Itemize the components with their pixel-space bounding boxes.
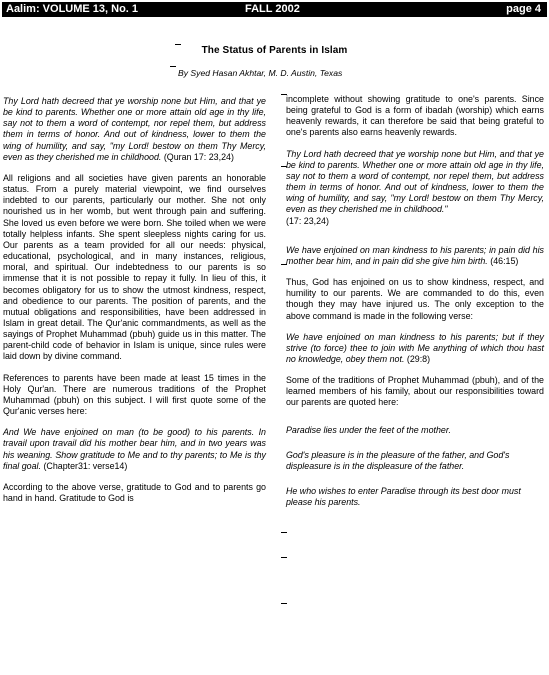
paragraph-intro: All religions and all societies have given parents an honorable status. From a purely material viewpoint, we find ourselves indebted to our parents, particularly our mother. She not only nourished us in her womb, but went through pain and suffering. She loved us even before we were born. She toiled when we were totally helpless infants. She spent sleepless nights caring for us. Our parents as a team provided for all our needs: physical, educational, psychological, and in many instances, religious, moral, and spiritual. Our indebtedness to our parents is so immense that it is not possible to repay it fully. In lieu of this, it becomes obligatory for us to show the utmost kindness, respect, and obedience to our parents. The position of parents, and the mutual obligations and responsibilities, have been addressed in Islam in great detail. The Qur'anic commandments, as well as the sayings of Prophet Muhammad (pbuh) guide us in this matter. The parent-child code of behavior in Islam is unique, since rules were laid down by divine command. bbox=[3, 172, 266, 362]
paragraph-gratitude: According to the above verse, gratitude to God and to parents go hand in hand. Gratitude to God is bbox=[3, 481, 266, 503]
issue-season: FALL 2002 bbox=[245, 3, 300, 15]
left-column bbox=[3, 96, 266, 514]
column-rule bbox=[281, 603, 287, 604]
quote-citation: (Chapter31: verse14) bbox=[41, 460, 128, 471]
column-rule bbox=[281, 557, 287, 558]
journal-volume: Aalim: VOLUME 13, No. 1 bbox=[6, 3, 139, 15]
article-title: The Status of Parents in Islam bbox=[201, 45, 348, 56]
quote-citation: (46:15) bbox=[487, 255, 519, 266]
column-rule bbox=[281, 532, 287, 533]
quran-quote-17-23 bbox=[3, 96, 266, 163]
hadith-paradise-mother: Paradise lies under the feet of the mother. bbox=[286, 424, 451, 435]
hadith-paradise-door: He who wishes to enter Paradise through its best door must please his parents. bbox=[286, 486, 521, 508]
page-number: page 4 bbox=[506, 3, 541, 15]
article-byline: By Syed Hasan Akhtar, M. D. Austin, Texas bbox=[178, 68, 343, 78]
quote-text: We have enjoined on man kindness to his parents; but if they strive (to force) thee to join with Me anything of which thou hast no knowledge, obey them not. bbox=[286, 331, 544, 364]
quote-citation-17: (17: 23,24) bbox=[286, 215, 329, 226]
paragraph-traditions: Some of the traditions of Prophet Muhammad (pbuh), and of the learned members of his family, about our responsibilities toward our parents are quoted here: bbox=[286, 375, 544, 408]
quote-citation: (Quran 17: 23,24) bbox=[161, 151, 234, 162]
hadith-father-pleasure: God's pleasure is in the pleasure of the father, and God's displeasure is in the displeasure of the father. bbox=[286, 449, 510, 471]
paragraph-kindness: Thus, God has enjoined on us to show kindness, respect, and humility to our parents. We are commanded to do this, even though they may have injured us. The only exception to the above command is made in the following verse: bbox=[286, 277, 544, 321]
paragraph-references: References to parents have been made at least 15 times in the Holy Qur'an. There are numerous traditions of the Prophet Muhammad (pbuh) on this subject. I will first quote some of the Qur'anic verses here: bbox=[3, 372, 266, 417]
quote-text: Thy Lord hath decreed that ye worship none but Him, and that ye be kind to parents. Whether one or more attain old age in thy life, say not to them a word of contempt, nor repel them, but address them in terms of honor. And out of kindness, lower to them the wing of humility, and say, "my Lord! bestow on them Thy Mercy, even as they cherished me in childhood. bbox=[3, 96, 266, 162]
quran-quote-17-23-repeat: Thy Lord hath decreed that ye worship none but Him, and that ye be kind to parents. Whether one or more attain old age in thy life, say not to them a word of contempt, nor repel them, but address them in terms of honor. And out of kindness, lower to them the wing of humility, and say, "my Lord! bestow on them Thy Mercy, even as they cherished me in childhood." bbox=[286, 148, 544, 215]
quote-citation: (29:8) bbox=[404, 353, 431, 364]
quote-text: We have enjoined on man kindness to his parents; in pain did his mother bear him, and in pain did she give him birth. bbox=[286, 244, 544, 266]
paragraph-gratitude-cont: incomplete without showing gratitude to one's parents. Since being grateful to God is a form of ibadah (worship) which earns heavenly rewards, it can therefore be said that being grateful to one's parents also earns heavenly rewards. bbox=[286, 94, 544, 138]
quran-quote-29-8 bbox=[286, 332, 544, 365]
right-column bbox=[286, 94, 544, 518]
byline-rule bbox=[170, 66, 176, 67]
page-header-bar bbox=[2, 2, 547, 17]
quran-quote-46-15 bbox=[286, 245, 544, 267]
quote-text: And We have enjoined on man (to be good) to his parents. In travail upon travail did his mother bear him, and in two years was his weaning. Show gratitude to Me and to thy parents; to Me is thy final goal. bbox=[3, 427, 266, 471]
quran-quote-31-14 bbox=[3, 427, 266, 472]
